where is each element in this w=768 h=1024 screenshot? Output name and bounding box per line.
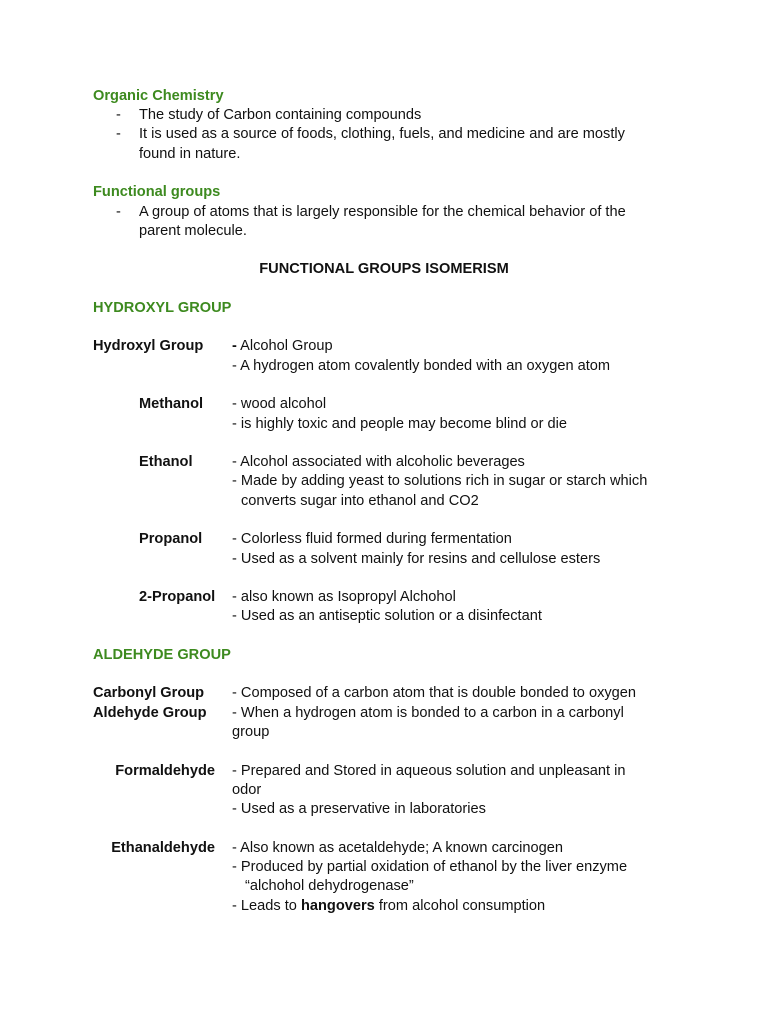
entry-line — [232, 337, 333, 356]
entry-line-continued: odor — [232, 782, 262, 798]
entry-label-ethanaldehyde: Ethanaldehyde — [111, 840, 215, 856]
bullet-text-continued: parent molecule. — [139, 223, 247, 239]
entry-line-continued: “alchohol dehydrogenase” — [245, 878, 414, 894]
entry-label-ethanol: Ethanol — [139, 454, 193, 470]
entry-line: - A hydrogen atom covalently bonded with an oxygen atom — [232, 358, 611, 374]
entry-line-text: Alcohol Group — [240, 338, 333, 354]
entry-label-2-propanol: 2-Propanol — [139, 589, 216, 605]
bullet-text-continued: found in nature. — [139, 146, 241, 162]
section-title-organic-chemistry: Organic Chemistry — [93, 88, 224, 104]
entry-label-aldehyde-group: Aldehyde Group — [93, 705, 207, 721]
entry-line: - also known as Isopropyl Alchohol — [232, 589, 456, 605]
entry-label-propanol: Propanol — [139, 531, 203, 547]
text-segment: from alcohol consumption — [374, 898, 546, 914]
entry-label-carbonyl-group: Carbonyl Group — [93, 685, 205, 701]
entry-line: - Colorless fluid formed during fermentation — [232, 531, 512, 547]
entry-label-formaldehyde: Formaldehyde — [115, 763, 215, 779]
bold-dash: - — [232, 338, 237, 354]
entry-label-methanol: Methanol — [139, 396, 204, 412]
entry-line: - Used as a solvent mainly for resins and cellulose esters — [232, 551, 601, 567]
main-heading: FUNCTIONAL GROUPS ISOMERISM — [259, 261, 509, 277]
bullet-dash: - — [116, 107, 121, 123]
entry-line-continued: converts sugar into ethanol and CO2 — [241, 493, 479, 509]
entry-line: - is highly toxic and people may become blind or die — [232, 416, 568, 432]
entry-line: - Alcohol associated with alcoholic beverages — [232, 454, 525, 470]
section-heading-aldehyde: ALDEHYDE GROUP — [93, 647, 231, 663]
bullet-text: A group of atoms that is largely responsible for the chemical behavior of the — [139, 204, 626, 220]
entry-line: - wood alcohol — [232, 396, 327, 412]
bold-term-hangovers: hangovers — [300, 898, 375, 914]
section-title-functional-groups: Functional groups — [93, 184, 221, 200]
bullet-dash: - — [116, 204, 121, 220]
entry-line: - Produced by partial oxidation of ethanol by the liver enzyme — [232, 859, 628, 875]
entry-label-hydroxyl-group: Hydroxyl Group — [93, 338, 204, 354]
bullet-text: The study of Carbon containing compounds — [139, 107, 422, 123]
entry-line: - When a hydrogen atom is bonded to a carbon in a carbonyl — [232, 705, 624, 721]
entry-line: - Made by adding yeast to solutions rich in sugar or starch which — [232, 473, 648, 489]
entry-line-hangovers — [232, 897, 545, 916]
entry-line-continued: group — [232, 724, 270, 740]
bullet-text: It is used as a source of foods, clothing, fuels, and medicine and are mostly — [139, 126, 625, 142]
entry-line: - Prepared and Stored in aqueous solution and unpleasant in — [232, 763, 626, 779]
entry-line: - Also known as acetaldehyde; A known carcinogen — [232, 840, 564, 856]
text-segment: - Leads to — [232, 898, 301, 914]
entry-line: - Used as a preservative in laboratories — [232, 801, 486, 817]
section-heading-hydroxyl: HYDROXYL GROUP — [93, 300, 232, 316]
entry-line: - Composed of a carbon atom that is double bonded to oxygen — [232, 685, 637, 701]
entry-line: - Used as an antiseptic solution or a disinfectant — [232, 608, 542, 624]
bullet-dash: - — [116, 126, 121, 142]
